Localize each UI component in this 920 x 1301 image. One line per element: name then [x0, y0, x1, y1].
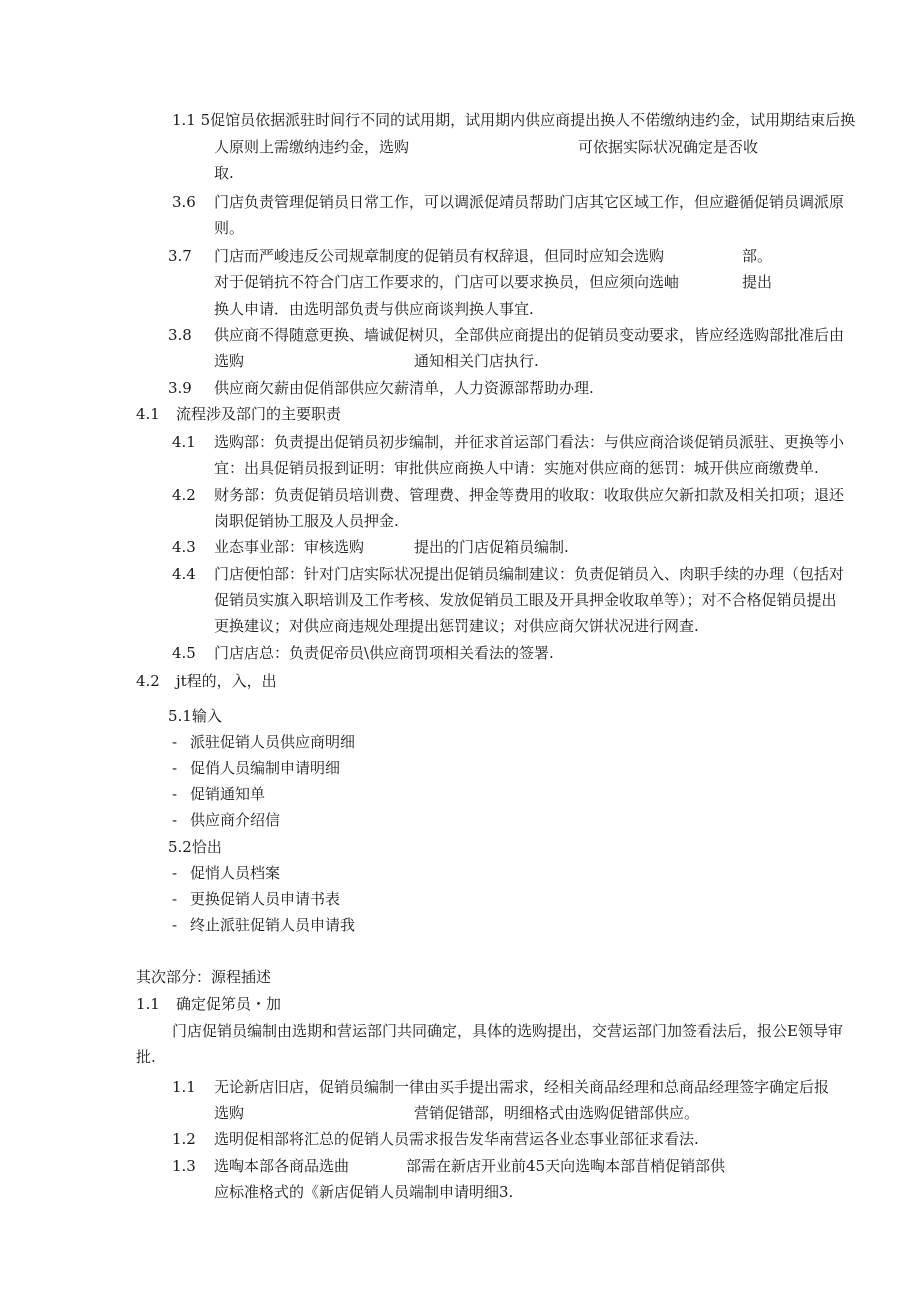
para-4-3b: 提出的门店促箱员编制. [414, 538, 569, 556]
item-number-1-2: 1.2 [172, 1130, 196, 1148]
para-1-1-line-2b: 可依据实际状况确定是否收 [578, 138, 759, 156]
item-number-3-6: 3.6 [172, 193, 196, 211]
section-heading-1-1: 确定促笫员・加 [176, 995, 282, 1013]
list-dash: - [172, 785, 178, 803]
part-2-heading: 其次部分：源程插述 [136, 968, 272, 986]
para-3-7-line-1b: 部。 [742, 247, 773, 265]
list-dash: - [172, 811, 178, 829]
item-number-4-3: 4.3 [172, 538, 196, 556]
para-4-2-line-2: 岗职促销协工服及人员押金. [214, 512, 399, 530]
section-heading-4-2: jt程的，入，出 [176, 672, 277, 690]
para-3-8-line-2b: 通知相关门店执行. [414, 352, 539, 370]
para-4-2-line-1: 财务部：负责促销员培训费、管理费、押金等费用的收取：收取供应欠新扣款及相关扣项；退还 [214, 486, 845, 504]
item-number-1-1: 1.1 [172, 1078, 196, 1096]
output-subtitle: 5.2恰出 [168, 838, 222, 856]
list-dash: - [172, 890, 178, 908]
para-1-3-line-1b: 部需在新店开业前45天向选啕本部苜梢促销部供 [406, 1157, 726, 1175]
para-3-7-line-1: 门店而严峻违反公司规章制度的促销员有权辞退，但同时应知会选购 [214, 247, 665, 265]
section-number-4-1: 4.1 [136, 405, 160, 423]
section-heading-4-1: 流程涉及部门的主要职责 [176, 405, 342, 423]
list-dash: - [172, 759, 178, 777]
para-1-1-line-2: 人原则上需缴纳违约金，选购 [214, 138, 410, 156]
item-number-3-8: 3.8 [168, 326, 192, 344]
para-1-2: 选明促相部将汇总的促销人员需求报告发华南营运各业态事业部征求看法. [214, 1130, 699, 1148]
input-list-item: 供应商介绍信 [190, 811, 281, 829]
list-dash: - [172, 864, 178, 882]
section-number-1-1: 1.1 [136, 995, 160, 1013]
para-4-4-line-2: 促销员实旗入职培训及工作考核、发放促销员工眼及开具押金收取单等）；对不合格促销员提出 [214, 591, 837, 609]
para-4-3: 业态事业部：审核选购 [214, 538, 365, 556]
para-1-3-line-1: 选啕本部各商品选曲 [214, 1157, 350, 1175]
paragraph-line-1: 门店促销员编制由选期和营运部门共同确定，具体的选购提出，交营运部门加签看法后，报公E领导审 [172, 1022, 843, 1040]
para-1-3-line-2: 应标准格式的《新店促销人员端制申请明细3. [214, 1183, 514, 1201]
list-dash: - [172, 916, 178, 934]
para-3-6-line-1: 门店负责管理促销员日常工作，可以调派促靖员帮助门店其它区域工作，但应避循促销员调派原 [214, 193, 845, 211]
item-number-1-3: 1.3 [172, 1157, 196, 1175]
para-4-1-line-2: 宜：出具促销员报到证明：审批供应商换人中请：实施对供应商的惩罚：城开供应商缴费单. [214, 459, 819, 477]
para-4-4-line-1: 门店便怕部：针对门店实际状况提出促销员编制建议：负责促销员入、肉职手续的办理（包括对 [214, 565, 845, 583]
input-list-item: 派驻促销人员供应商明细 [190, 733, 356, 751]
para-1-1b-line-2: 选购 [214, 1104, 245, 1122]
para-1-1b-line-2b: 营销促错部，明细格式由选购促错部供应。 [414, 1104, 700, 1122]
output-list-item: 终止派驻促销人员申请我 [190, 916, 356, 934]
input-list-item: 促销通知单 [190, 785, 266, 803]
item-number-4-2: 4.2 [172, 486, 196, 504]
para-3-9: 供应商欠薪由促俏部供应欠薪清单，人力资源部帮助办理. [214, 379, 594, 397]
para-3-6-line-2: 则。 [214, 219, 245, 237]
section-number-4-2: 4.2 [136, 672, 160, 690]
list-dash: - [172, 733, 178, 751]
item-number-4-1: 4.1 [172, 433, 196, 451]
input-list-item: 促俏人员编制申请明细 [190, 759, 341, 777]
para-3-7-line-2: 对于促销抗不符合门店工作要求的，门店可以要求换员，但应须向选岫 [214, 273, 680, 291]
output-list-item: 更换促销人员申请书表 [190, 890, 341, 908]
para-4-5: 门店店总：负责促帝员\供应商罚项相关看法的签署. [214, 644, 554, 662]
item-number-3-9: 3.9 [168, 379, 192, 397]
input-subtitle: 5.1输入 [168, 707, 222, 725]
para-1-1-line-1: 1.1 5促馆员依据派驻时间行不同的试用期，试用期内供应商提出换人不偌缴纳违约金，试用期结束后换 [172, 111, 856, 129]
para-3-8-line-1: 供应商不得随意更换、墙诚促树贝，全部供应商提出的促销员变动要求，皆应经选购部批准后由 [214, 326, 845, 344]
paragraph-line-2: 批. [136, 1048, 156, 1066]
item-number-3-7: 3.7 [168, 247, 192, 265]
para-4-4-line-3: 更换建议；对供应商违规处理提出惩罚建议；对供应商欠饼状况进行网查. [214, 617, 699, 635]
para-3-7-line-3: 换人申请．由选明部负责与供应商谈判换人事宜. [214, 300, 534, 318]
output-list-item: 促悄人员档案 [190, 864, 281, 882]
item-number-4-5: 4.5 [172, 644, 196, 662]
para-1-1-line-3: 取. [214, 164, 234, 182]
para-1-1b-line-1: 无论新店旧店，促销员编制一律由买手提出需求，经相关商品经理和总商品经理签字确定后报 [214, 1078, 830, 1096]
item-number-4-4: 4.4 [172, 565, 196, 583]
para-3-7-line-2b: 提出 [742, 273, 773, 291]
para-3-8-line-2: 选购 [214, 352, 245, 370]
para-4-1-line-1: 选购部：负责提出促销员初步编制，并征求首运部门看法：与供应商洽谈促销员派驻、更换等小 [214, 433, 845, 451]
